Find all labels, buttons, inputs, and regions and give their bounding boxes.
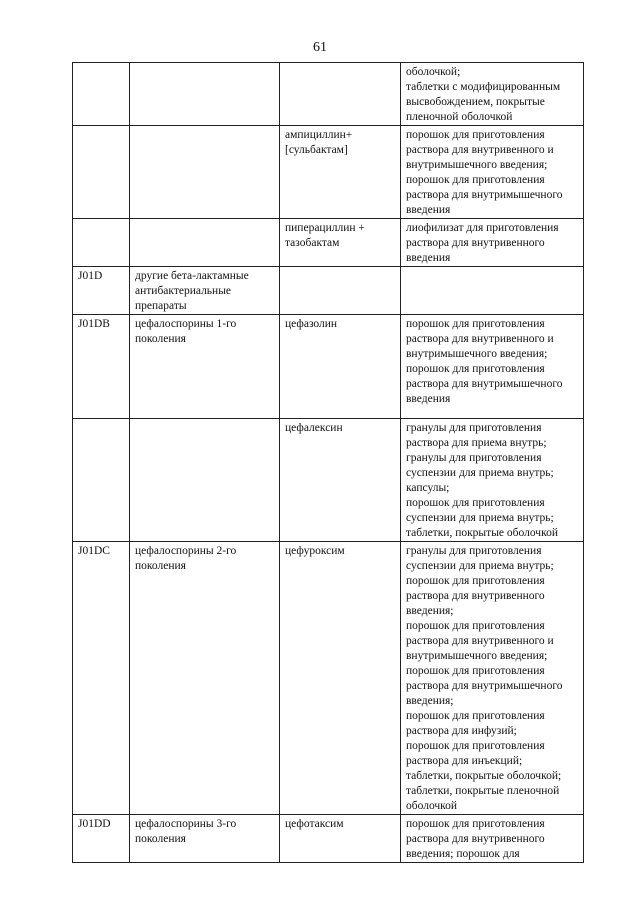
dosage-form-line: порошок для приготовления раствора для внутримышечного введения	[406, 363, 563, 405]
dosage-form-line: порошок для приготовления раствора для внутривенного введения; порошок для	[406, 818, 545, 860]
group-cell: цефалоспорины 3-го поколения	[130, 815, 280, 863]
dosage-form-line: порошок для приготовления раствора для внутримышечного введения	[406, 174, 563, 216]
dosage-form-line: порошок для приготовления раствора для внутривенного и внутримышечного введения;	[406, 318, 554, 360]
atc-code-cell: J01DC	[73, 542, 130, 815]
drug-cell: цефазолин	[280, 315, 401, 419]
forms-cell	[401, 419, 584, 542]
table-row	[73, 542, 584, 815]
group-cell: цефалоспорины 1-го поколения	[130, 315, 280, 419]
dosage-form-line: таблетки, покрытые пленочной оболочкой	[406, 785, 560, 812]
forms-cell	[401, 267, 584, 315]
drug-cell: цефуроксим	[280, 542, 401, 815]
group-cell	[130, 419, 280, 542]
atc-code-cell	[73, 219, 130, 267]
atc-code-cell: J01D	[73, 267, 130, 315]
group-cell: цефалоспорины 2-го поколения	[130, 542, 280, 815]
forms-cell	[401, 219, 584, 267]
dosage-form-line: порошок для приготовления раствора для инъекций;	[406, 740, 545, 767]
dosage-form-line: порошок для приготовления раствора для внутривенного и внутримышечного введения;	[406, 129, 554, 171]
table-row	[73, 126, 584, 219]
table-row	[73, 219, 584, 267]
atc-code-cell	[73, 126, 130, 219]
forms-cell	[401, 815, 584, 863]
drug-cell: цефотаксим	[280, 815, 401, 863]
dosage-form-line: порошок для приготовления раствора для инфузий;	[406, 710, 545, 737]
atc-code-cell	[73, 63, 130, 126]
page-number: 61	[313, 40, 327, 55]
drug-cell	[280, 267, 401, 315]
group-cell	[130, 219, 280, 267]
forms-cell	[401, 542, 584, 815]
atc-code-cell: J01DB	[73, 315, 130, 419]
table-row	[73, 315, 584, 419]
dosage-form-line: оболочкой;	[406, 66, 461, 78]
dosage-form-line: порошок для приготовления раствора для внутривенного введения;	[406, 575, 545, 617]
dosage-form-line: порошок для приготовления раствора для внутримышечного введения;	[406, 665, 563, 707]
dosage-form-line: таблетки с модифицированным высвобождением, покрытые пленочной оболочкой	[406, 81, 561, 123]
forms-cell	[401, 63, 584, 126]
atc-code-cell: J01DD	[73, 815, 130, 863]
atc-code-cell	[73, 419, 130, 542]
drug-cell: ампициллин+ [сульбактам]	[280, 126, 401, 219]
dosage-form-line: порошок для приготовления раствора для внутривенного и внутримышечного введения;	[406, 620, 554, 662]
table-row	[73, 63, 584, 126]
group-cell: другие бета-лактамные антибактериальные препараты	[130, 267, 280, 315]
forms-cell	[401, 315, 584, 419]
table-row	[73, 815, 584, 863]
drug-cell: цефалексин	[280, 419, 401, 542]
dosage-form-line: таблетки, покрытые оболочкой;	[406, 770, 562, 782]
table-row	[73, 267, 584, 315]
dosage-form-line: таблетки, покрытые оболочкой	[406, 527, 558, 539]
table-row	[73, 419, 584, 542]
dosage-form-line: лиофилизат для приготовления раствора для внутривенного введения	[406, 222, 559, 264]
drug-cell	[280, 63, 401, 126]
drug-table	[72, 62, 584, 863]
group-cell	[130, 63, 280, 126]
dosage-form-line: капсулы;	[406, 482, 450, 494]
dosage-form-line: гранулы для приготовления раствора для приема внутрь;	[406, 422, 547, 449]
dosage-form-line: гранулы для приготовления суспензии для приема внутрь;	[406, 545, 554, 572]
group-cell	[130, 126, 280, 219]
dosage-form-line: порошок для приготовления суспензии для приема внутрь;	[406, 497, 554, 524]
drug-cell: пиперациллин + тазобактам	[280, 219, 401, 267]
dosage-form-line: гранулы для приготовления суспензии для приема внутрь;	[406, 452, 554, 479]
forms-cell	[401, 126, 584, 219]
